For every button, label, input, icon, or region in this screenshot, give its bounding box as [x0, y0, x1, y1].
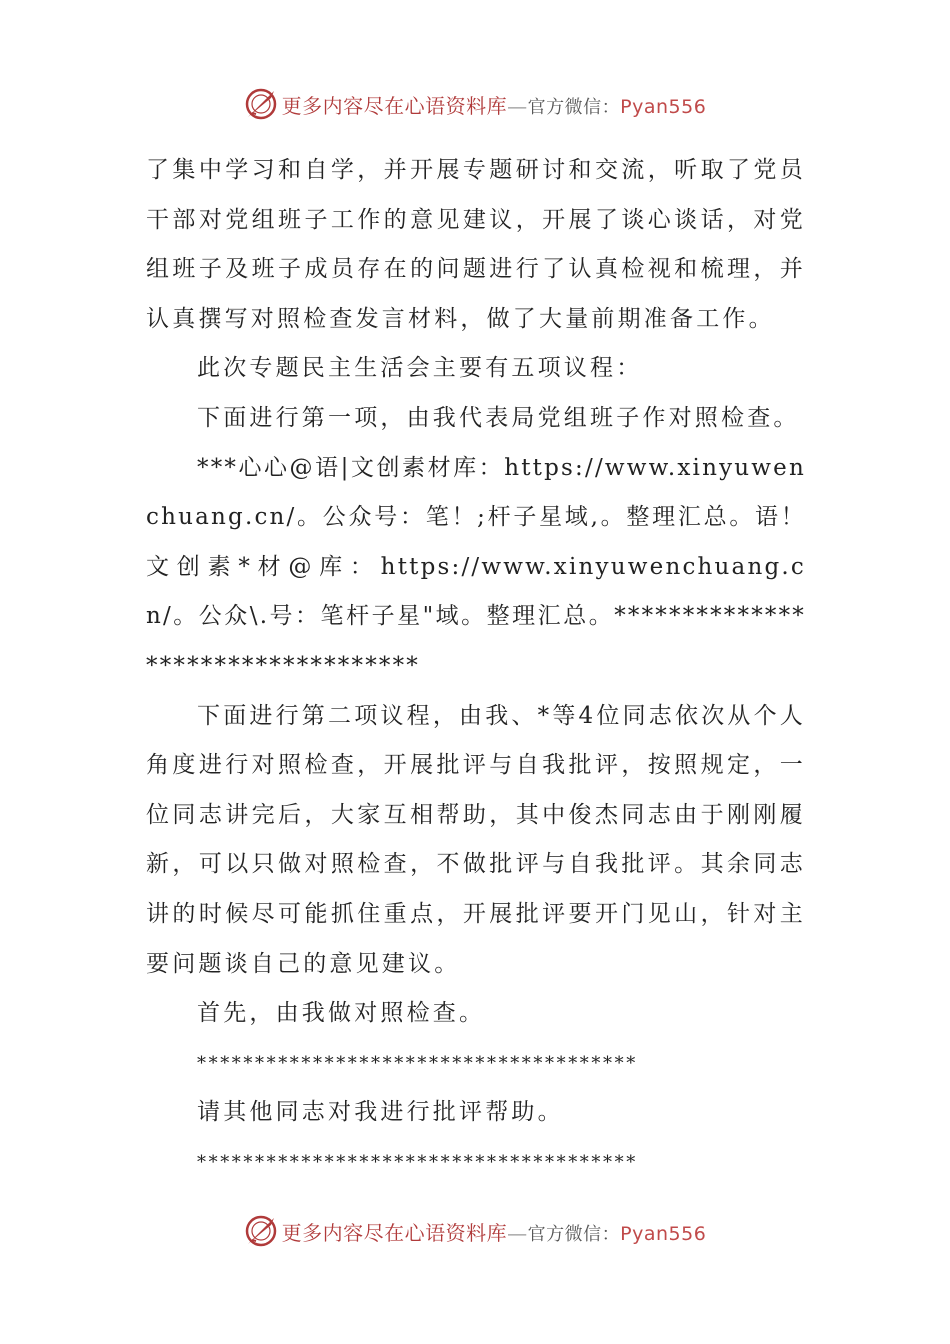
header-banner-text — [282, 90, 707, 119]
header-banner-official: 官方微信： — [527, 96, 621, 118]
quill-logo-icon — [244, 1214, 278, 1248]
footer-banner-text — [282, 1217, 707, 1246]
paragraph-item-two: 下面进行第二项议程，由我、*等4位同志依次从个人角度进行对照检查，开展批评与自我批评，按照规定，一位同志讲完后，大家互相帮助，其中俊杰同志由于刚刚履新，可以只做对照检查，不做批评与自我批评。其余同志讲的时候尽可能抓住重点，开展批评要开门见山，针对主要问题谈自己的意见建议。 — [146, 702, 806, 977]
footer-banner-title: 更多内容尽在心语资料库 — [281, 1220, 508, 1245]
document-body — [146, 146, 806, 1187]
paragraph-request-criticism: 请其他同志对我进行批评帮助。 — [197, 1099, 564, 1126]
paragraph-self-check: 首先，由我做对照检查。 — [197, 1000, 486, 1027]
footer-banner-official: 官方微信： — [527, 1223, 621, 1245]
footer-banner-dash: — — [507, 1220, 528, 1245]
paragraph-agenda-intro: 此次专题民主生活会主要有五项议程： — [197, 355, 643, 382]
separator-stars-1: ************************************** — [197, 1052, 638, 1074]
separator-stars-2: ************************************** — [197, 1151, 638, 1173]
header-banner — [0, 80, 950, 128]
paragraph-watermark-text: ***心心@语|文创素材库：https://www.xinyuwenchuang.cn/。公众号：笔！;杆子星域,。整理汇总。语！文创素*材@库：https://www.xinyuwenchuang.cn/。公众\.号：笔杆子星"域。整理汇总。********************************** — [146, 454, 806, 679]
footer-banner — [0, 1207, 950, 1255]
paragraph-item-one: 下面进行第一项，由我代表局党组班子作对照检查。 — [197, 404, 800, 431]
paragraph-continuation: 了集中学习和自学，并开展专题研讨和交流，听取了党员干部对党组班子工作的意见建议，开展了谈心谈话，对党组班子及班子成员存在的问题进行了认真检视和梳理，并认真撰写对照检查发言材料，做了大量前期准备工作。 — [146, 157, 806, 332]
header-banner-handle: Pyan556 — [620, 95, 707, 118]
quill-logo-icon — [244, 87, 278, 121]
header-banner-title: 更多内容尽在心语资料库 — [281, 93, 508, 118]
footer-banner-handle: Pyan556 — [620, 1222, 707, 1245]
header-banner-dash: — — [507, 93, 528, 118]
